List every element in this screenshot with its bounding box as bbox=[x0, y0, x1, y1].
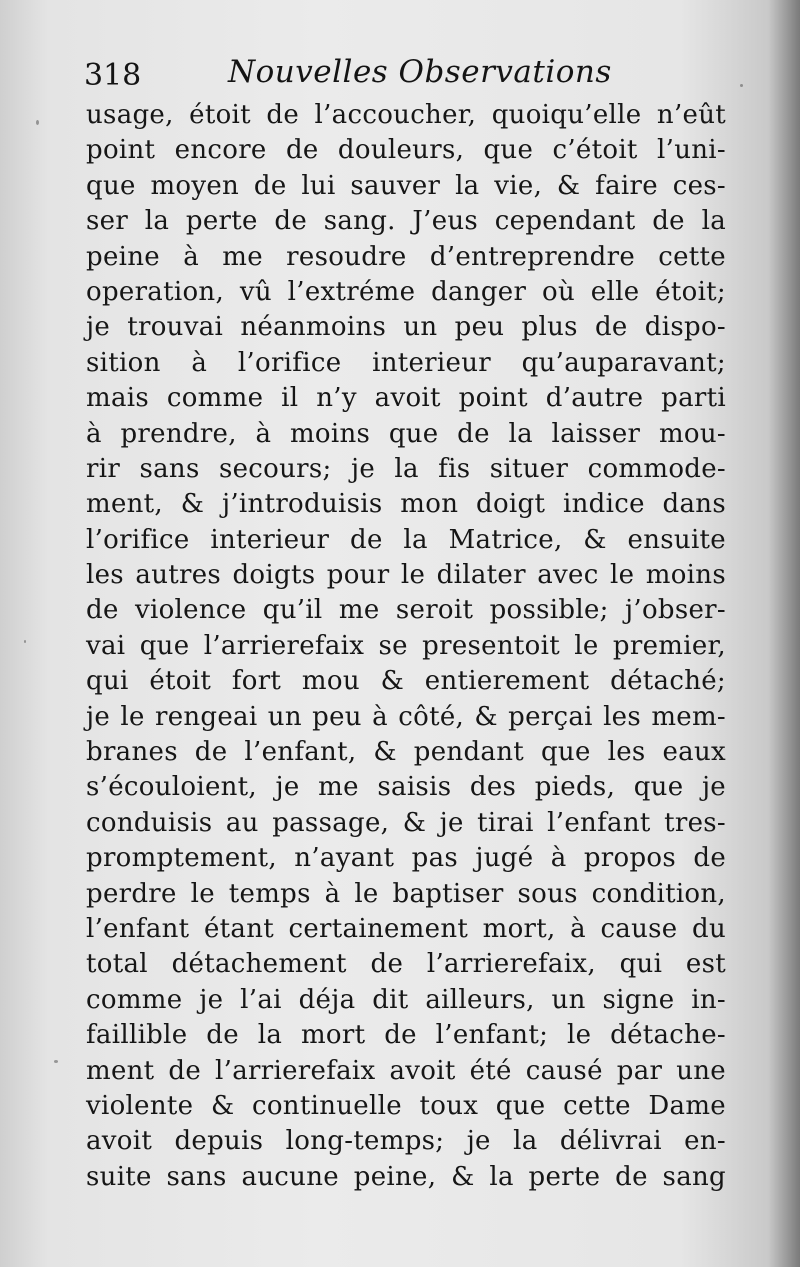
text-line: vai que l’arrierefaix se presentoit le premier, bbox=[86, 630, 726, 661]
paper-speck bbox=[740, 84, 743, 87]
text-line: branes de l’enfant, & pendant que les eaux bbox=[86, 737, 726, 768]
text-line: s’écouloient, je me saisis des pieds, que je bbox=[86, 772, 726, 803]
running-title: Nouvelles Observations bbox=[228, 54, 612, 90]
text-line: violente & continuelle toux que cette Dame bbox=[86, 1090, 726, 1121]
text-line: faillible de la mort de l’enfant; le détache- bbox=[86, 1020, 726, 1051]
text-line: usage, étoit de l’accoucher, quoiqu’elle n’eût bbox=[86, 100, 726, 130]
text-line: à prendre, à moins que de la laisser mou- bbox=[86, 418, 726, 449]
text-line: l’enfant étant certainement mort, à cause du bbox=[86, 913, 726, 944]
page-header bbox=[84, 54, 724, 100]
text-line: que moyen de lui sauver la vie, & faire ces- bbox=[86, 170, 726, 201]
paper-speck bbox=[24, 640, 26, 643]
text-line: total détachement de l’arrierefaix, qui est bbox=[86, 949, 726, 980]
text-line: ment de l’arrierefaix avoit été causé par une bbox=[86, 1055, 726, 1086]
text-line: peine à me resoudre d’entreprendre cette bbox=[86, 241, 726, 272]
text-line: ser la perte de sang. J’eus cependant de la bbox=[86, 206, 726, 237]
paper-speck bbox=[36, 120, 39, 125]
text-line: mais comme il n’y avoit point d’autre parti bbox=[86, 383, 726, 414]
text-line: de violence qu’il me seroit possible; j’obser- bbox=[86, 595, 726, 626]
text-line: suite sans aucune peine, & la perte de sang bbox=[86, 1161, 726, 1192]
text-line: ment, & j’introduisis mon doigt indice dans bbox=[86, 489, 726, 520]
text-line: comme je l’ai déja dit ailleurs, un signe in- bbox=[86, 984, 726, 1015]
text-line: sition à l’orifice interieur qu’auparavant; bbox=[86, 347, 726, 378]
text-line: operation, vû l’extréme danger où elle étoit; bbox=[86, 276, 726, 307]
text-line: point encore de douleurs, que c’étoit l’uni- bbox=[86, 135, 726, 166]
paper-speck bbox=[54, 1060, 58, 1063]
text-line: promptement, n’ayant pas jugé à propos de bbox=[86, 843, 726, 874]
text-line: rir sans secours; je la fis situer commode- bbox=[86, 453, 726, 484]
text-line: les autres doigts pour le dilater avec le moins bbox=[86, 560, 726, 591]
text-line: je le rengeai un peu à côté, & perçai les mem- bbox=[86, 701, 726, 732]
text-line: conduisis au passage, & je tirai l’enfant tres- bbox=[86, 807, 726, 838]
page-number: 318 bbox=[84, 58, 142, 93]
text-line: perdre le temps à le baptiser sous condition, bbox=[86, 878, 726, 909]
text-line: je trouvai néanmoins un peu plus de dispo- bbox=[86, 312, 726, 343]
text-line: l’orifice interieur de la Matrice, & ensuite bbox=[86, 524, 726, 555]
text-line: qui étoit fort mou & entierement détaché; bbox=[86, 666, 726, 697]
body-text bbox=[86, 98, 726, 1195]
text-line: avoit depuis long-temps; je la délivrai en- bbox=[86, 1126, 726, 1157]
